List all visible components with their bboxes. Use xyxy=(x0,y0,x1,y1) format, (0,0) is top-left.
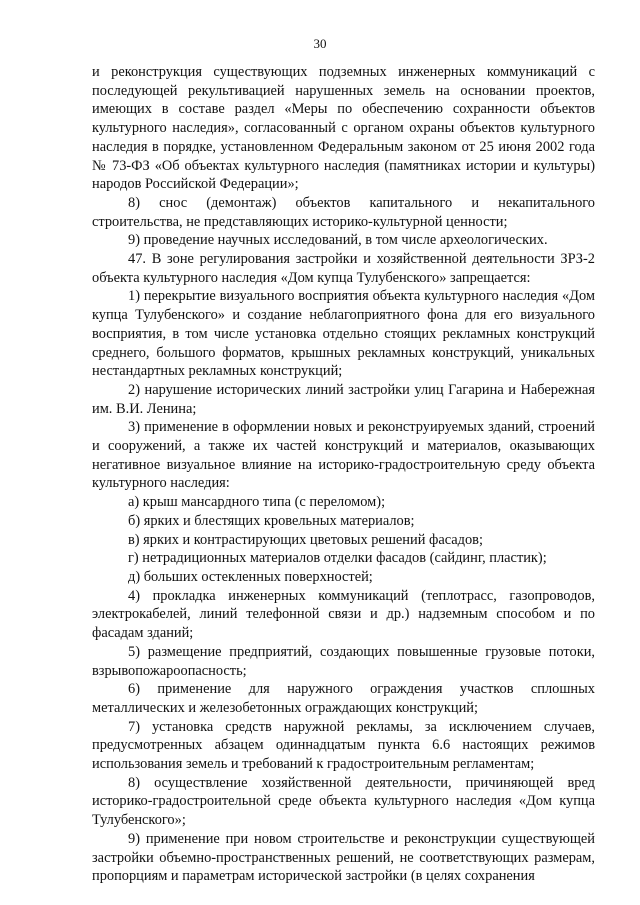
paragraph: 8) снос (демонтаж) объектов капитального и некапитального строительства, не представляющих историко-культурной ценности; xyxy=(92,194,595,230)
paragraph: 2) нарушение исторических линий застройки улиц Гагарина и Набережная им. В.И. Ленина; xyxy=(92,381,595,417)
paragraph: 1) перекрытие визуального восприятия объекта культурного наследия «Дом купца Тулубенского» и создание неблагоприятного фона для его визуального восприятия, в том числе установка отдельно стоящих рекламных конструкций среднего, большого форматов, крышных рекламных конструкций, уникальных нестандартных рекламных конструкций; xyxy=(92,288,595,380)
paragraph: 4) прокладка инженерных коммуникаций (теплотрасс, газопроводов, электрокабелей, линий телефонной связи и др.) надземным способом и по фасадам зданий; xyxy=(92,587,595,642)
paragraph: 5) размещение предприятий, создающих повышенные грузовые потоки, взрывопожароопасность; xyxy=(92,643,595,679)
paragraph: 8) осуществление хозяйственной деятельности, причиняющей вред историко-градостроительной среде объекта культурного наследия «Дом купца Тулубенского»; xyxy=(92,774,595,829)
paragraph: 3) применение в оформлении новых и реконструируемых зданий, строений и сооружений, а также их частей конструкций и материалов, оказывающих негативное визуальное влияние на историко-градостроительную среду объекта культурного наследия: xyxy=(92,419,595,492)
paragraph: д) больших остекленных поверхностей; xyxy=(128,568,373,585)
paragraph: г) нетрадиционных материалов отделки фасадов (сайдинг, пластик); xyxy=(128,550,547,567)
paragraph: 47. В зоне регулирования застройки и хозяйственной деятельности ЗРЗ-2 объекта культурного наследия «Дом купца Тулубенского» запрещается: xyxy=(92,251,595,286)
paragraph: б) ярких и блестящих кровельных материалов; xyxy=(128,512,415,529)
document-body xyxy=(92,63,595,886)
paragraph: в) ярких и контрастирующих цветовых решений фасадов; xyxy=(128,531,483,548)
page-number: 30 xyxy=(313,36,327,51)
paragraph: а) крыш мансардного типа (с переломом); xyxy=(128,494,386,511)
paragraph: 7) установка средств наружной рекламы, за исключением случаев, предусмотренных абзацем одиннадцатым пункта 6.6 настоящих режимов использования земель и требований к градостроительным регламентам; xyxy=(92,718,595,773)
paragraph: и реконструкция существующих подземных инженерных коммуникаций с последующей рекультивацией нарушенных земель на основании проектов, имеющих в составе раздел «Меры по обеспечению сохранности объектов культурного наследия», согласованный с органом охраны объектов культурного наследия в порядке, установленном Федеральным законом от 25 июня 2002 года № 73-ФЗ «Об объектах культурного наследия (памятниках истории и культуры) народов Российской Федерации»; xyxy=(92,64,595,193)
paragraph: 6) применение для наружного ограждения участков сплошных металлических и железобетонных ограждающих конструкций; xyxy=(92,681,595,716)
paragraph: 9) проведение научных исследований, в том числе археологических. xyxy=(128,232,548,249)
paragraph: 9) применение при новом строительстве и реконструкции существующей застройки объемно-пространственных решений, не соответствующих размерам, пропорциям и параметрам исторической застройки (в целях сохранения xyxy=(92,830,595,885)
